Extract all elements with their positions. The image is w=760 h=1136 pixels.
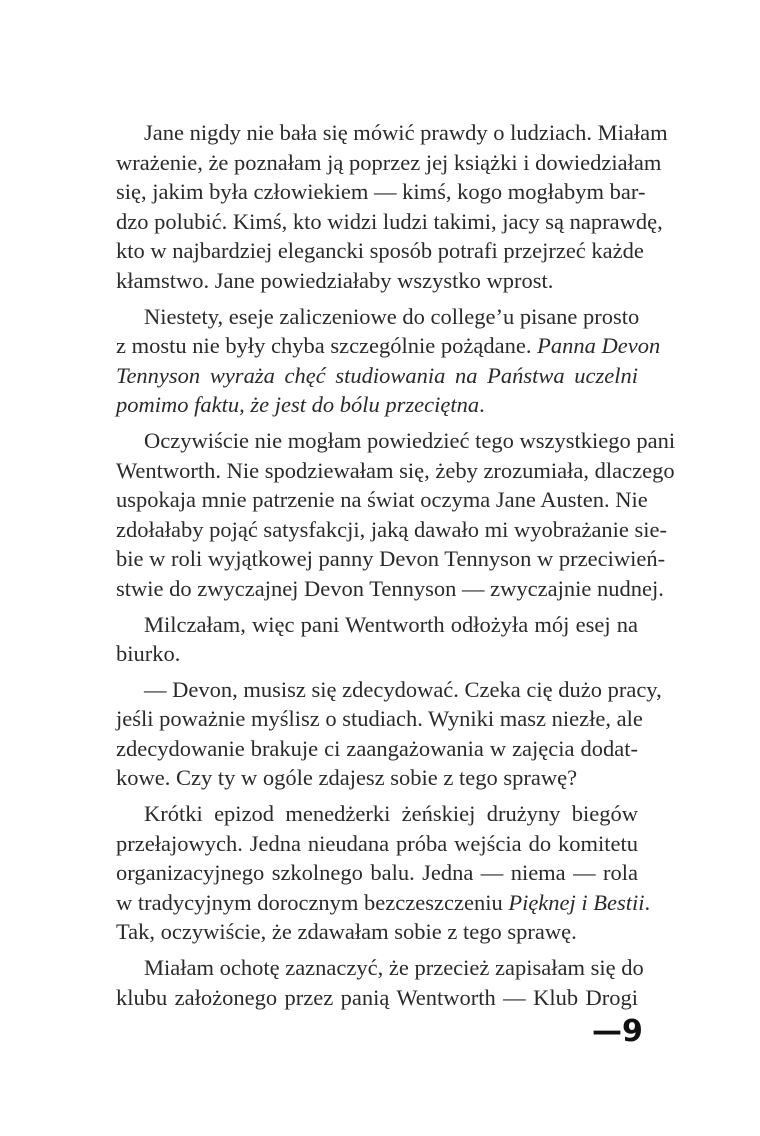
text-line: Tak, oczywiście, że zdawałam sobie z tego sprawę. — [116, 919, 577, 945]
text-segment: . — [644, 889, 651, 915]
text-line: jeśli poważnie myślisz o studiach. Wyniki masz niezłe, ale — [116, 706, 643, 732]
italic-segment: Panna Devon — [537, 333, 661, 359]
text-line: przełajowych. Jedna nieudana próba wejścia do komitetu — [116, 830, 638, 856]
text-segment: z mostu nie były chyba szczególnie pożądane. — [116, 333, 538, 359]
text-line: Niestety, eseje zaliczeniowe do college’u pisane prosto — [144, 303, 640, 329]
text-line: wrażenie, że poznałam ją poprzez jej książki i dowiedziałam — [116, 149, 662, 175]
text-line — [116, 331, 661, 361]
text-line: klubu założonego przez panią Wentworth — Klub Drogi — [116, 984, 638, 1010]
text-line: Jane nigdy nie bała się mówić prawdy o ludziach. Miałam — [144, 120, 668, 145]
paragraph-6 — [116, 799, 651, 947]
paragraph-5 — [116, 675, 662, 793]
italic-segment: pomimo faktu, że jest do bólu przeciętna — [116, 392, 480, 418]
text-line: Tennyson wyraża chęć studiowania na Państwa uczelni — [116, 362, 638, 388]
paragraph-4 — [116, 610, 638, 669]
paragraph-7 — [116, 953, 644, 1012]
text-line — [116, 390, 638, 420]
text-line: kłamstwo. Jane powiedziałaby wszystko wprost. — [116, 267, 554, 293]
text-line: Oczywiście nie mogłam powiedzieć tego wszystkiego pani — [144, 427, 676, 453]
text-line: biurko. — [116, 641, 181, 667]
body-text — [116, 118, 676, 1012]
text-line: zdołałaby pojąć satysfakcji, jaką dawało mi wyobrażanie sie- — [116, 516, 668, 542]
text-line: kowe. Czy ty w ogóle zdajesz sobie z tego sprawę? — [116, 765, 578, 791]
text-segment: w tradycyjnym dorocznym bezczeszczeniu — [116, 889, 509, 915]
page-number: —9 — [592, 1014, 643, 1049]
text-line — [116, 888, 651, 918]
text-segment: . — [479, 392, 485, 418]
text-line: Krótki epizod menedżerki żeńskiej drużyny biegów — [144, 801, 638, 827]
paragraph-3 — [116, 426, 676, 604]
paragraph-2 — [116, 302, 661, 420]
text-line: organizacyjnego szkolnego balu. Jedna — niema — rola — [116, 860, 638, 886]
text-line: Miałam ochotę zaznaczyć, że przecież zapisałam się do — [144, 955, 644, 981]
text-line: Milczałam, więc pani Wentworth odłożyła mój esej na — [144, 611, 638, 637]
text-line: kto w najbardziej elegancki sposób potrafi przejrzeć każde — [116, 238, 644, 264]
text-line: uspokaja mnie patrzenie na świat oczyma Jane Austen. Nie — [116, 487, 648, 513]
italic-segment: Pięknej i Bestii — [508, 889, 645, 915]
text-line: Wentworth. Nie spodziewałam się, żeby zrozumiała, dlaczego — [116, 457, 675, 483]
text-line: — Devon, musisz się zdecydować. Czeka cię dużo pracy, — [144, 676, 662, 702]
text-line: stwie do zwyczajnej Devon Tennyson — zwyczajnie nudnej. — [116, 575, 664, 601]
text-line: bie w roli wyjątkowej panny Devon Tennyson w przeciwień- — [116, 546, 666, 572]
text-line: zdecydowanie brakuje ci zaangażowania w zajęcia dodat- — [116, 735, 638, 761]
text-line: się, jakim była człowiekiem — kimś, kogo mogłabym bar- — [116, 179, 646, 205]
paragraph-1 — [116, 118, 668, 296]
text-line: dzo polubić. Kimś, kto widzi ludzi takimi, jacy są naprawdę, — [116, 208, 663, 234]
